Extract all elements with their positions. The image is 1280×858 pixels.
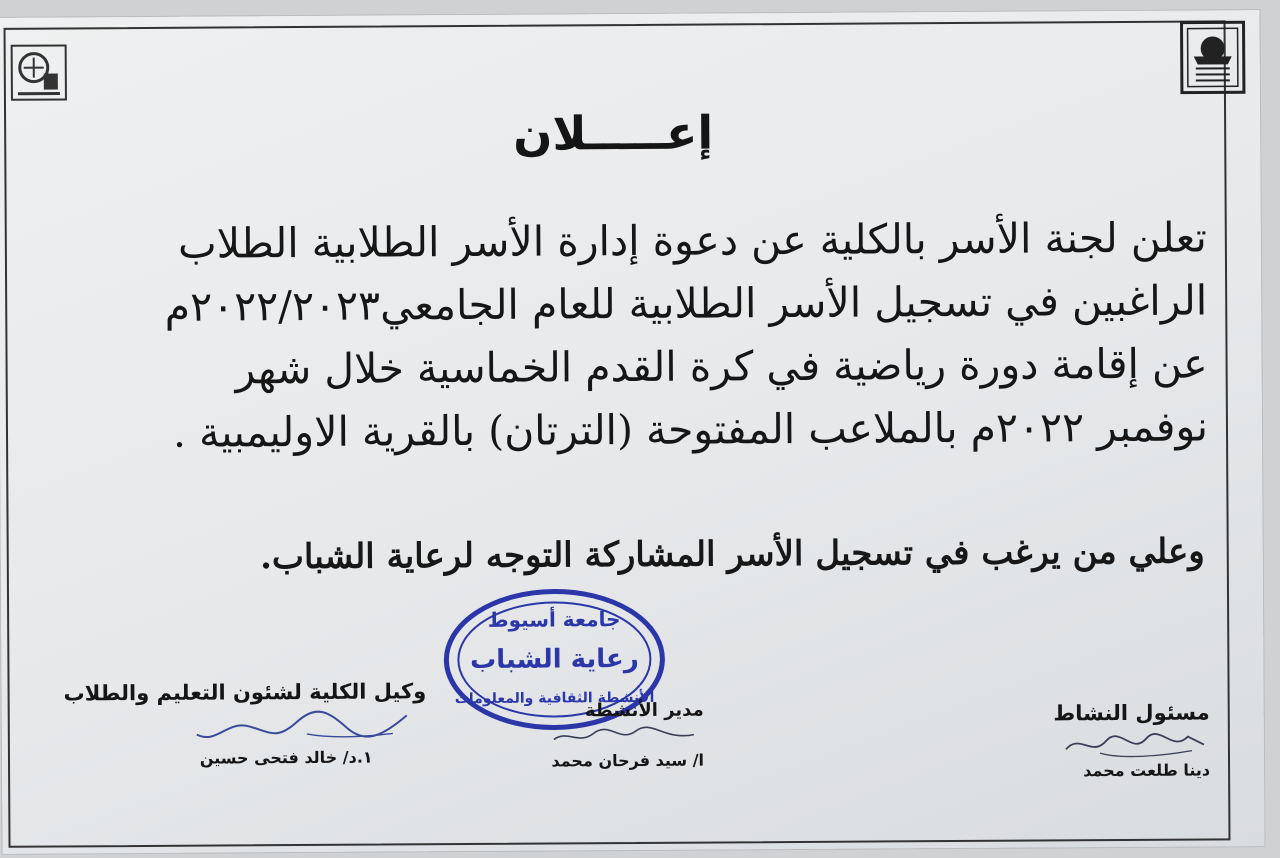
signature-name: ا/ سيد فرحان محمد — [551, 750, 705, 771]
signature-title: مدير الأنشطة — [584, 699, 704, 722]
signature-title: وكيل الكلية لشئون التعليم والطلاب — [63, 679, 427, 706]
closing-sentence: وعلي من يرغب في تسجيل الأسر المشاركة التوجه لرعاية الشباب. — [259, 531, 1205, 578]
signature-activities-director — [544, 700, 704, 771]
handwritten-signature-middle — [544, 721, 704, 752]
university-logo — [1171, 16, 1254, 102]
signature-vice-dean — [64, 679, 427, 768]
handwritten-signature-right — [1060, 726, 1210, 761]
handwritten-signature-left — [156, 703, 426, 749]
signature-name: دينا طلعت محمد — [1083, 760, 1211, 781]
signature-activity-officer — [1053, 700, 1210, 780]
stamp-bottom-text: الأنشطة الثقافية والمعلومات — [454, 689, 655, 708]
body-line-2: الراغبين في تسجيل الأسر الطلابية للعام الجامعي٢٠٢٢/٢٠٢٣م — [164, 276, 1208, 331]
faculty-logo — [6, 39, 72, 109]
body-line-4: نوفمبر ٢٠٢٢م بالملاعب المفتوحة (الترتان) بالقرية الاوليمبية . — [172, 402, 1209, 457]
signature-title: مسئول النشاط — [1053, 700, 1210, 726]
announcement-body — [67, 206, 1209, 465]
signature-name: ١.د/ خالد فتحى حسين — [199, 747, 373, 768]
announcement-title: إعـــــلان — [513, 105, 714, 161]
stamp-top-text: جامعة أسيوط — [487, 607, 621, 632]
announcement-paper — [0, 10, 1265, 854]
stamp-middle-text: رعاية الشباب — [469, 643, 639, 675]
body-line-1: تعلن لجنة الأسر بالكلية عن دعوة إدارة الأسر الطلابية الطلاب — [177, 213, 1207, 268]
body-line-3: عن إقامة دورة رياضية في كرة القدم الخماسية خلال شهر — [235, 339, 1208, 394]
